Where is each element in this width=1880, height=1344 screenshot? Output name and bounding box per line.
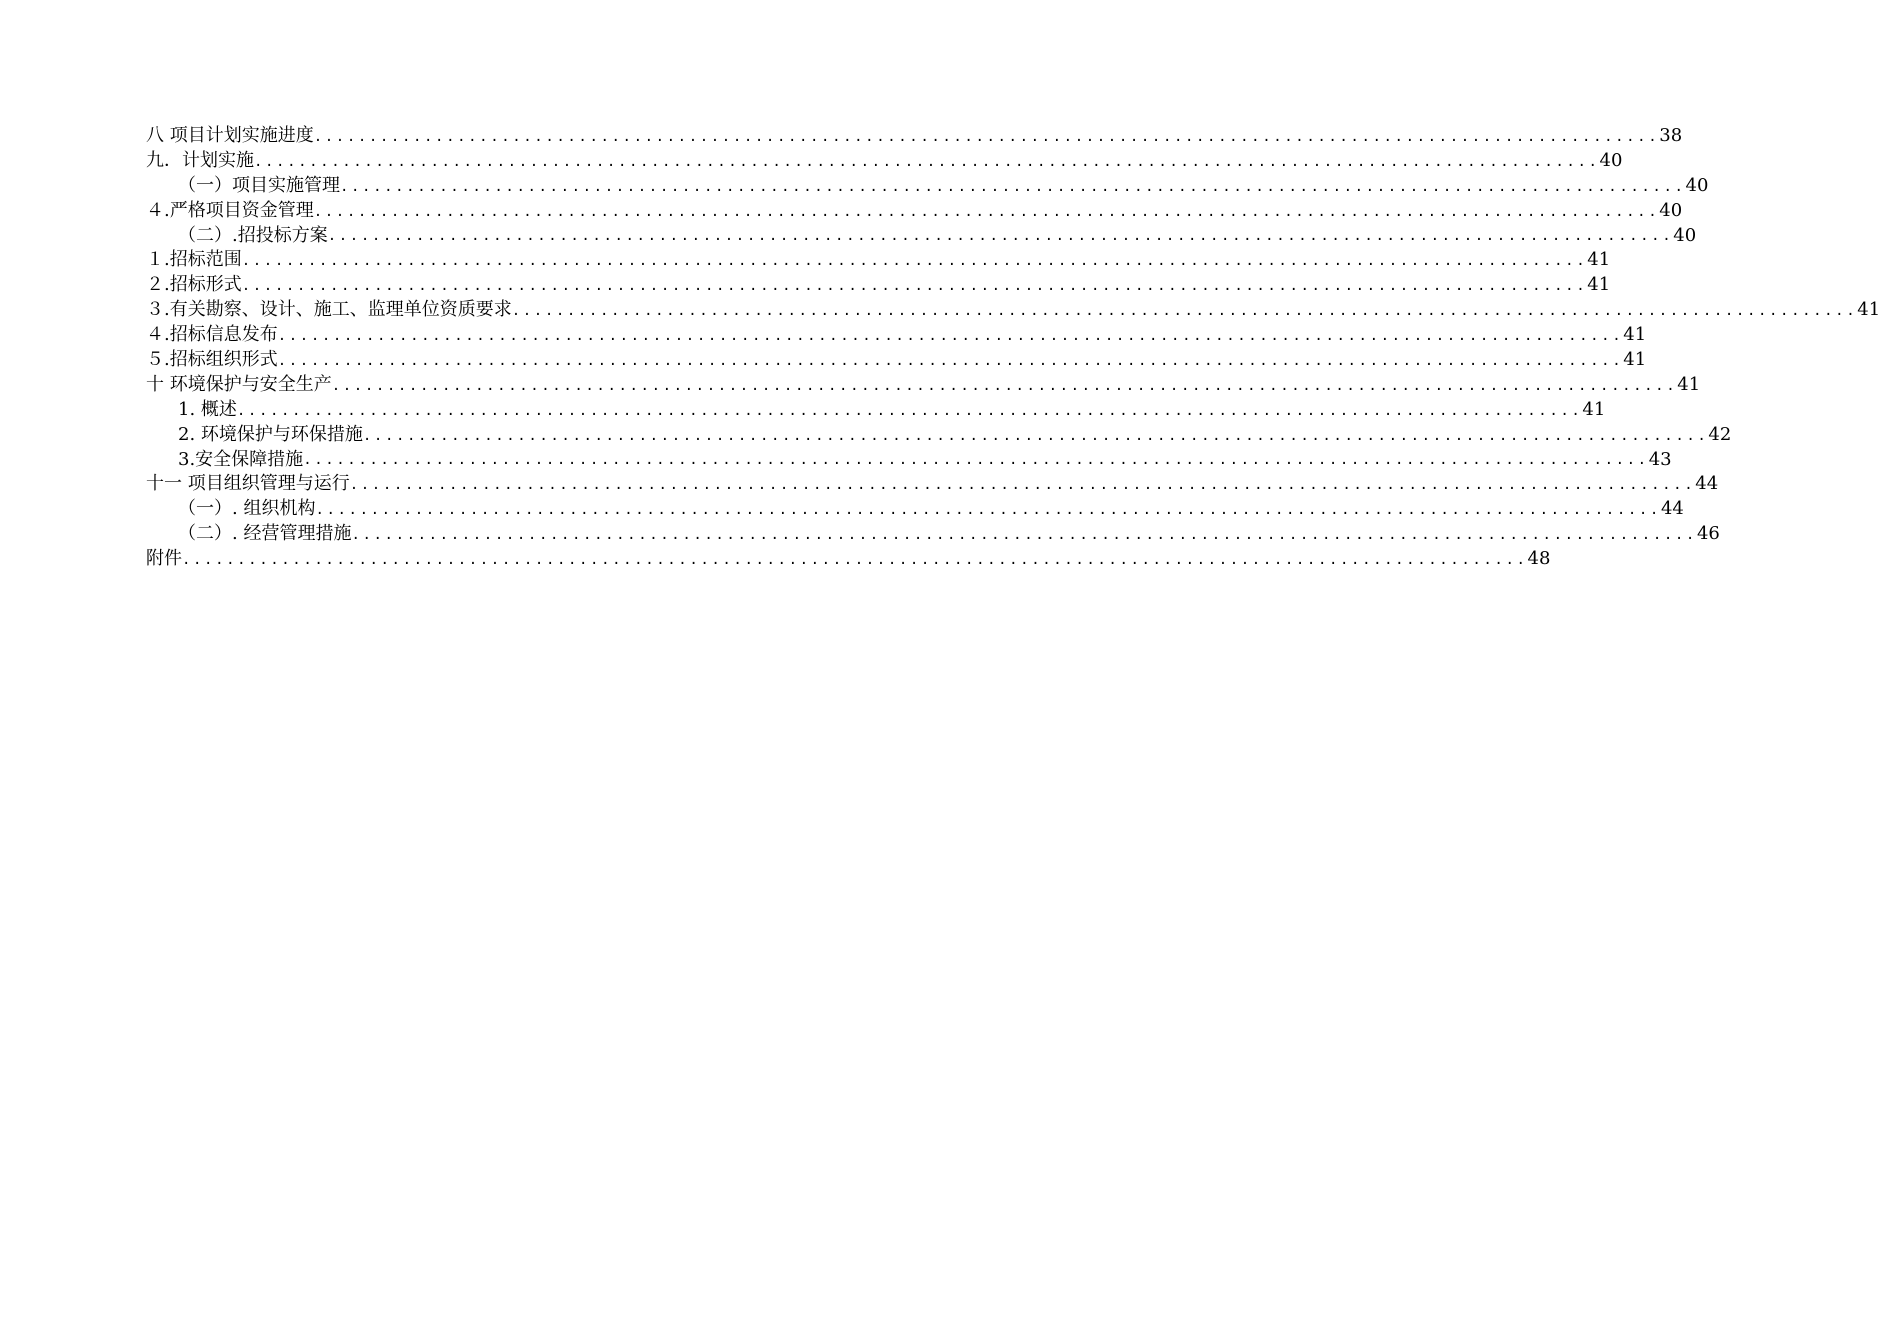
toc-entry-title: （二）.招投标方案: [178, 224, 328, 246]
toc-dot-leader: ..........................................................................................................................: [236, 402, 1583, 419]
toc-entry-page: 41: [1587, 274, 1611, 296]
toc-entry: [146, 497, 1684, 522]
toc-entry: [146, 224, 1697, 249]
toc-entry-page: 43: [1648, 448, 1672, 470]
toc-entry-title: 2. 环境保护与环保措施: [178, 423, 363, 445]
toc-entry-title: 十 环境保护与安全生产: [146, 373, 332, 395]
toc-entry-title: 附件: [146, 548, 182, 570]
toc-entry-page: 41: [1623, 324, 1647, 346]
toc-dot-leader: ..........................................................................................................................: [327, 228, 1674, 245]
toc-dot-leader: ..........................................................................................................................: [254, 153, 1600, 170]
toc-entry: [146, 199, 1683, 224]
toc-entry-title: ５.招标组织形式: [146, 349, 278, 370]
toc-entry: [146, 124, 1683, 149]
toc-entry-page: 40: [1673, 224, 1697, 246]
toc-dot-leader: ..........................................................................................................................: [277, 328, 1624, 345]
toc-entry-page: 44: [1660, 498, 1684, 520]
toc-entry-title: 3.安全保障措施: [178, 448, 304, 470]
toc-dot-leader: ..........................................................................................................................: [182, 552, 1528, 569]
toc-entry-page: 48: [1527, 548, 1551, 570]
toc-entry: [146, 448, 1672, 473]
toc-entry-page: 40: [1599, 149, 1623, 171]
toc-entry-title: ２.招标形式: [146, 274, 242, 296]
toc-dot-leader: ..........................................................................................................................: [313, 128, 1660, 145]
toc-dot-leader: ..........................................................................................................................: [362, 427, 1709, 444]
toc-dot-leader: ..........................................................................................................................: [315, 502, 1661, 519]
toc-dot-leader: ..........................................................................................................................: [313, 203, 1660, 220]
toc-entry-page: 42: [1708, 423, 1732, 445]
toc-dot-leader: ..........................................................................................................................: [241, 253, 1588, 270]
toc-entry-page: 41: [1587, 249, 1611, 271]
toc-entry-title: 十一 项目组织管理与运行: [146, 473, 350, 495]
toc-dot-leader: ..........................................................................................................................: [349, 477, 1696, 494]
toc-entry-title: 1. 概述: [178, 398, 237, 420]
toc-entry-title: 八 项目计划实施进度: [146, 124, 314, 146]
toc-entry: [146, 273, 1611, 298]
toc-entry-title: （二）. 经营管理措施: [178, 523, 352, 545]
toc-entry-title: （一）项目实施管理: [178, 174, 340, 196]
toc-dot-leader: ..........................................................................................................................: [241, 278, 1588, 295]
toc-entry-page: 41: [1857, 299, 1880, 321]
toc-entry: [146, 547, 1551, 572]
toc-entry-page: 41: [1623, 349, 1647, 370]
toc-entry-title: １.招标范围: [146, 249, 242, 271]
table-of-contents: [146, 124, 1880, 572]
toc-entry-title: ３.有关勘察、设计、施工、监理单位资质要求: [146, 299, 512, 321]
toc-entry: [146, 472, 1719, 497]
toc-entry-title: ４.严格项目资金管理: [146, 199, 314, 221]
toc-dot-leader: ..........................................................................................................................: [511, 303, 1858, 320]
toc-entry-title: ４.招标信息发布: [146, 324, 278, 346]
toc-entry: [146, 373, 1701, 398]
toc-entry: [146, 248, 1611, 273]
toc-dot-leader: ..........................................................................................................................: [331, 377, 1678, 394]
toc-dot-leader: ..........................................................................................................................: [351, 527, 1697, 544]
toc-entry-title: 九．计划实施: [146, 149, 254, 171]
toc-entry-page: 41: [1582, 398, 1606, 420]
toc-entry-page: 44: [1695, 473, 1719, 495]
toc-entry: [146, 149, 1623, 174]
toc-dot-leader: ..........................................................................................................................: [277, 352, 1624, 369]
toc-entry: [146, 298, 1880, 323]
toc-dot-leader: ..........................................................................................................................: [303, 452, 1649, 469]
toc-entry: [146, 174, 1709, 199]
toc-entry: [146, 398, 1606, 423]
toc-entry-page: 41: [1677, 373, 1701, 395]
toc-entry-title: （一）. 组织机构: [178, 498, 316, 520]
toc-entry-page: 40: [1685, 174, 1709, 196]
toc-entry: [146, 423, 1732, 448]
toc-entry: [146, 348, 1647, 373]
toc-entry-page: 40: [1659, 199, 1683, 221]
toc-dot-leader: ..........................................................................................................................: [340, 178, 1686, 195]
toc-entry-page: 38: [1659, 124, 1683, 146]
toc-entry: [146, 323, 1647, 348]
toc-entry: [146, 522, 1720, 547]
toc-entry-page: 46: [1696, 523, 1720, 545]
